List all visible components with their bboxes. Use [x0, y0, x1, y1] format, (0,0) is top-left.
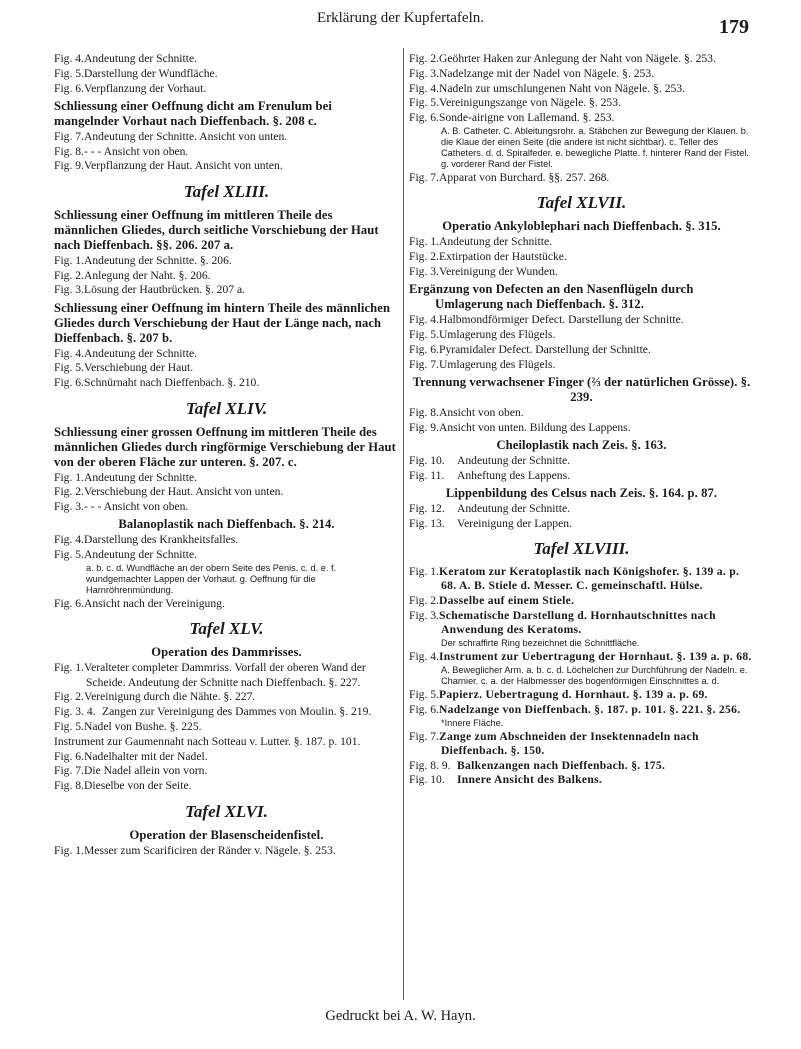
plate-heading: Tafel XLVIII. — [533, 539, 630, 559]
figure-caption: Zange zum Abschneiden der Insektennadeln nach Dieffenbach. §. 150. — [439, 729, 699, 757]
figure-entry — [409, 111, 754, 125]
figure-label: Fig. 1. — [54, 253, 84, 267]
figure-entry — [54, 130, 399, 144]
figure-caption: Andeutung der Schnitte. Ansicht von unten. — [84, 129, 288, 143]
figure-label: Fig. 8. — [409, 405, 439, 419]
plate-heading: Tafel XLIII. — [183, 181, 270, 201]
figure-caption: Nadelhalter mit der Nadel. — [84, 749, 208, 763]
figure-entry — [409, 759, 754, 773]
figure-entry — [409, 594, 754, 608]
section-heading: Operation des Dammrisses. — [151, 645, 302, 660]
figure-entry — [54, 764, 399, 778]
figure-caption: Lösung der Hautbrücken. §. 207 a. — [84, 283, 245, 297]
right-column — [409, 52, 754, 788]
figure-label: Fig. 11. — [409, 468, 445, 482]
figure-entry — [409, 730, 754, 759]
section-heading: Operatio Ankyloblephari nach Dieffenbach. §. 315. — [442, 219, 721, 234]
figure-caption: Andeutung der Schnitte. — [84, 346, 198, 360]
figure-caption: Messer zum Scarificiren der Ränder v. Nägele. §. 253. — [84, 843, 336, 857]
plate-heading: Tafel XLIV. — [185, 398, 268, 418]
figure-caption: Keratom zur Keratoplastik nach Königshofer. §. 139 a. p. 68. A. B. Stiele d. Messer. C. gemeinschaftl. Hülse. — [439, 565, 740, 593]
figure-entry — [409, 469, 754, 483]
figure-entry — [54, 471, 399, 485]
section-heading: Operation der Blasenscheidenfistel. — [129, 827, 324, 842]
figure-caption: Schnürnaht nach Dieffenbach. §. 210. — [84, 376, 260, 390]
figure-label: Fig. 5. — [409, 687, 439, 701]
figure-caption: Ansicht nach der Vereinigung. — [84, 597, 225, 611]
figure-caption: Sonde-airigne von Lallemand. §. 253. — [439, 111, 615, 125]
figure-entry — [54, 485, 399, 499]
figure-label: Fig. 3. — [54, 283, 84, 297]
figure-caption: Nadeln zur umschlungenen Naht von Nägele. §. 253. — [439, 81, 685, 95]
figure-caption: Vereinigungszange von Nägele. §. 253. — [439, 96, 621, 110]
figure-entry — [54, 533, 399, 547]
figure-entry — [54, 67, 399, 81]
figure-caption: Nadelzange von Dieffenbach. §. 187. p. 101. §. 221. §. 256. — [439, 702, 741, 716]
figure-label: Fig. 2. — [409, 250, 439, 264]
figure-entry — [54, 597, 399, 611]
legend-note: A. Beweglicher Arm. a. b. c. d. Löchelchen zur Durchführung der Nadeln. e. Charnier. c. a. der Halbmesser des bogenförmigen Einschnittes a. d. — [441, 664, 748, 686]
figure-caption: Darstellung der Wundfläche. — [84, 66, 218, 80]
figure-caption: Andeutung der Schnitte. — [439, 235, 553, 249]
figure-caption: - - - Ansicht von oben. — [84, 144, 189, 158]
figure-label: Fig. 6. — [409, 111, 439, 125]
figure-label: Fig. 3. — [54, 500, 84, 514]
figure-caption: Zangen zur Vereinigung des Dammes von Moulin. §. 219. — [102, 705, 372, 719]
figure-entry — [54, 750, 399, 764]
figure-caption: Innere Ansicht des Balkens. — [457, 773, 603, 787]
figure-label: Fig. 3. — [409, 264, 439, 278]
figure-label: Fig. 4. — [409, 650, 439, 664]
figure-label: Fig. 7. — [409, 729, 439, 743]
figure-entry — [54, 720, 399, 734]
legend-note: A. B. Catheter. C. Ableitungsrohr. a. Stäbchen zur Bewegung der Klauen. b. die Klaue der einen Seite (die andere ist nicht sichtbar). c. Teller des Catheters. d. d. Spiralfeder. e. bewegliche Platte. f. hinterer Rand der Fistel. g. vorderer Rand der Fistel. — [441, 125, 749, 169]
figure-caption: Balkenzangen nach Dieffenbach. §. 175. — [457, 758, 666, 772]
legend-note: a. b. c. d. Wundfläche an der obern Seite des Penis. c. d. e. f. wundgemachter Lappen der Vorhaut. g. Oeffnung für die Harnröhrenmündung. — [86, 563, 337, 596]
figure-caption: Ansicht von unten. Bildung des Lappens. — [439, 420, 631, 434]
figure-entry — [409, 421, 754, 435]
figure-label: Fig. 3. — [409, 66, 439, 80]
figure-caption: Dieselbe von der Seite. — [84, 779, 192, 793]
figure-label: Fig. 7. — [54, 764, 84, 778]
figure-entry — [54, 52, 399, 66]
figure-label: Fig. 7. — [54, 129, 84, 143]
figure-entry — [409, 328, 754, 342]
section-heading: Trennung verwachsener Finger (⅔ der natürlichen Grösse). §. 239. — [412, 374, 751, 404]
figure-label: Fig. 6. — [54, 597, 84, 611]
figure-caption: Umlagerung des Flügels. — [439, 357, 556, 371]
legend-note: *Innere Fläche. — [441, 717, 504, 728]
figure-caption: Papierz. Uebertragung d. Hornhaut. §. 139 a. p. 69. — [439, 687, 708, 701]
section-heading: Cheiloplastik nach Zeis. §. 163. — [496, 437, 667, 452]
section-heading: Schliessung einer Oeffnung dicht am Frenulum bei mangelnder Vorhaut nach Dieffenbach. §. 208 c. — [54, 98, 332, 128]
section-heading: Schliessung einer grossen Oeffnung im mittleren Theile des männlichen Gliedes durch ringförmige Verschiebung der Haut von der oberen Fläche zur unteren. §. 207. c. — [54, 424, 396, 469]
figure-caption: Veralteter completer Dammriss. Vorfall der oberen Wand der Scheide. Andeutung der Schnitte nach Dieffenbach. §. 227. — [84, 661, 366, 689]
figure-label: Fig. 4. — [54, 52, 84, 65]
figure-label: Fig. 5. — [54, 361, 84, 375]
page-number: 179 — [719, 16, 749, 38]
figure-entry — [409, 773, 754, 787]
figure-entry — [409, 52, 754, 66]
figure-label: Fig. 2. — [54, 268, 84, 282]
figure-label: Fig. 6. — [54, 749, 84, 763]
figure-entry — [409, 67, 754, 81]
figure-entry — [409, 454, 754, 468]
figure-entry — [54, 361, 399, 375]
figure-label: Fig. 2. — [409, 594, 439, 608]
figure-label: Fig. 5. — [409, 96, 439, 110]
left-column — [54, 52, 399, 858]
figure-label: Fig. 2. — [54, 690, 84, 704]
figure-caption: Vereinigung der Wunden. — [439, 264, 558, 278]
figure-caption: Geöhrter Haken zur Anlegung der Naht von Nägele. §. 253. — [439, 52, 716, 65]
figure-entry — [409, 96, 754, 110]
figure-entry — [54, 82, 399, 96]
figure-caption: Halbmondförmiger Defect. Darstellung der Schnitte. — [439, 313, 684, 327]
figure-entry — [409, 703, 754, 717]
figure-label: Fig. 1. — [54, 470, 84, 484]
printer-imprint: Gedruckt bei A. W. Hayn. — [325, 1008, 476, 1024]
figure-entry — [409, 688, 754, 702]
figure-label: Fig. 5. — [54, 720, 84, 734]
figure-entry — [54, 376, 399, 390]
figure-caption: Umlagerung des Flügels. — [439, 327, 556, 341]
figure-caption: Anlegung der Naht. §. 206. — [84, 268, 211, 282]
figure-caption: Apparat von Burchard. §§. 257. 268. — [439, 170, 610, 184]
plate-heading: Tafel XLVI. — [185, 801, 268, 821]
figure-caption: Extirpation der Hautstücke. — [439, 250, 567, 264]
figure-label: Fig. 1. — [409, 565, 439, 579]
figure-caption: Anheftung des Lappens. — [457, 468, 571, 482]
figure-label: Fig. 8. — [54, 779, 84, 793]
figure-entry — [409, 171, 754, 185]
figure-label: Fig. 7. — [409, 357, 439, 371]
section-heading: Balanoplastik nach Dieffenbach. §. 214. — [118, 517, 335, 532]
figure-label: Fig. 4. — [54, 346, 84, 360]
figure-entry — [409, 406, 754, 420]
figure-entry — [54, 500, 399, 514]
column-divider — [403, 48, 404, 1000]
figure-entry — [409, 250, 754, 264]
section-heading: Lippenbildung des Celsus nach Zeis. §. 164. p. 87. — [445, 486, 718, 501]
section-heading: Ergänzung von Defecten an den Nasenflügeln durch Umlagerung nach Dieffenbach. §. 312. — [409, 282, 694, 312]
figure-label: Fig. 8. — [54, 144, 84, 158]
figure-entry — [54, 347, 399, 361]
figure-entry — [54, 844, 399, 858]
figure-entry — [54, 548, 399, 562]
figure-label: Fig. 5. — [54, 548, 84, 562]
figure-caption: Nadel von Bushe. §. 225. — [84, 720, 202, 734]
figure-label: Fig. 6. — [409, 702, 439, 716]
figure-caption: Andeutung der Schnitte. — [457, 502, 571, 516]
figure-caption: Pyramidaler Defect. Darstellung der Schnitte. — [439, 342, 651, 356]
figure-label: Fig. 1. — [409, 235, 439, 249]
figure-entry — [409, 502, 754, 516]
figure-entry — [54, 145, 399, 159]
figure-label: Fig. 10. — [409, 773, 445, 787]
figure-label: Fig. 10. — [409, 453, 445, 467]
figure-entry — [409, 343, 754, 357]
figure-caption: Vereinigung durch die Nähte. §. 227. — [84, 690, 256, 704]
figure-label: Fig. 3. — [409, 609, 439, 623]
figure-label: Fig. 9. — [54, 159, 84, 173]
figure-caption: Vereinigung der Lappen. — [457, 516, 572, 530]
figure-entry — [54, 779, 399, 793]
figure-label: Fig. 6. — [409, 342, 439, 356]
figure-entry — [409, 235, 754, 249]
figure-label: Fig. 4. — [409, 81, 439, 95]
figure-caption: Verschiebung der Haut. — [84, 361, 194, 375]
figure-caption: Verpflanzung der Haut. Ansicht von unten. — [84, 159, 283, 173]
figure-caption: - - - Ansicht von oben. — [84, 500, 189, 514]
figure-caption: Dasselbe auf einem Stiele. — [439, 594, 575, 608]
figure-caption: Andeutung der Schnitte. — [84, 548, 198, 562]
section-heading: Schliessung einer Oeffnung im mittleren Theile des männlichen Gliedes, durch seitliche Vorschiebung der Haut nach Dieffenbach. §§. 206. 207 a. — [54, 207, 379, 252]
figure-entry — [54, 269, 399, 283]
figure-entry — [409, 650, 754, 664]
figure-label: Fig. 6. — [54, 376, 84, 390]
running-head: Erklärung der Kupfertafeln. — [316, 10, 484, 26]
figure-label: Fig. 1. — [54, 843, 84, 857]
figure-caption: Die Nadel allein von vorn. — [84, 764, 208, 778]
figure-label: Fig. 4. — [54, 533, 84, 547]
figure-entry — [409, 565, 754, 594]
figure-entry — [54, 705, 399, 719]
figure-caption: Andeutung der Schnitte. — [84, 470, 198, 484]
figure-caption: Verpflanzung der Vorhaut. — [84, 81, 207, 95]
figure-caption: Andeutung der Schnitte. — [84, 52, 198, 65]
figure-caption: Schematische Darstellung d. Hornhautschnittes nach Anwendung des Keratoms. — [439, 609, 716, 637]
figure-label: Fig. 5. — [409, 327, 439, 341]
figure-label: Fig. 6. — [54, 81, 84, 95]
figure-caption: Darstellung des Krankheitsfalles. — [84, 533, 239, 547]
figure-caption: Nadelzange mit der Nadel von Nägele. §. 253. — [439, 66, 655, 80]
figure-entry — [409, 82, 754, 96]
figure-label: Fig. 7. — [409, 170, 439, 184]
plate-heading: Tafel XLVII. — [536, 193, 627, 213]
legend-note: Der schraffirte Ring bezeichnet die Schnittfläche. — [441, 638, 640, 649]
figure-caption: Ansicht von oben. — [439, 405, 524, 419]
section-heading: Schliessung einer Oeffnung im hintern Theile des männlichen Gliedes durch Verschiebung der Haut der Länge nach, nach Dieffenbach. §. 207 b. — [54, 300, 391, 345]
figure-entry — [409, 517, 754, 531]
figure-entry — [54, 283, 399, 297]
figure-caption: Verschiebung der Haut. Ansicht von unten. — [84, 485, 284, 499]
figure-label: Fig. 2. — [54, 485, 84, 499]
figure-label: Fig. 4. — [409, 313, 439, 327]
figure-entry — [54, 661, 399, 690]
figure-label: Fig. 9. — [409, 420, 439, 434]
figure-entry — [54, 159, 399, 173]
figure-entry — [409, 313, 754, 327]
figure-label: Fig. 1. — [54, 661, 84, 675]
figure-label: Fig. 8. 9. — [409, 758, 451, 772]
figure-label: Fig. 5. — [54, 66, 84, 80]
figure-entry — [409, 265, 754, 279]
figure-entry — [54, 735, 399, 749]
figure-entry — [409, 358, 754, 372]
figure-label: Fig. 13. — [409, 516, 445, 530]
figure-entry — [54, 254, 399, 268]
figure-label: Fig. 2. — [409, 52, 439, 65]
figure-caption: Andeutung der Schnitte. §. 206. — [84, 253, 232, 267]
plate-heading: Tafel XLV. — [189, 619, 264, 639]
figure-entry — [54, 690, 399, 704]
figure-caption: Andeutung der Schnitte. — [457, 453, 571, 467]
figure-caption: Instrument zur Gaumennaht nach Sotteau v. Lutter. §. 187. p. 101. — [54, 734, 361, 748]
figure-entry — [409, 609, 754, 638]
figure-label: Fig. 3. 4. — [54, 705, 96, 719]
figure-caption: Instrument zur Uebertragung der Hornhaut. §. 139 a. p. 68. — [439, 650, 752, 664]
figure-label: Fig. 12. — [409, 502, 445, 516]
